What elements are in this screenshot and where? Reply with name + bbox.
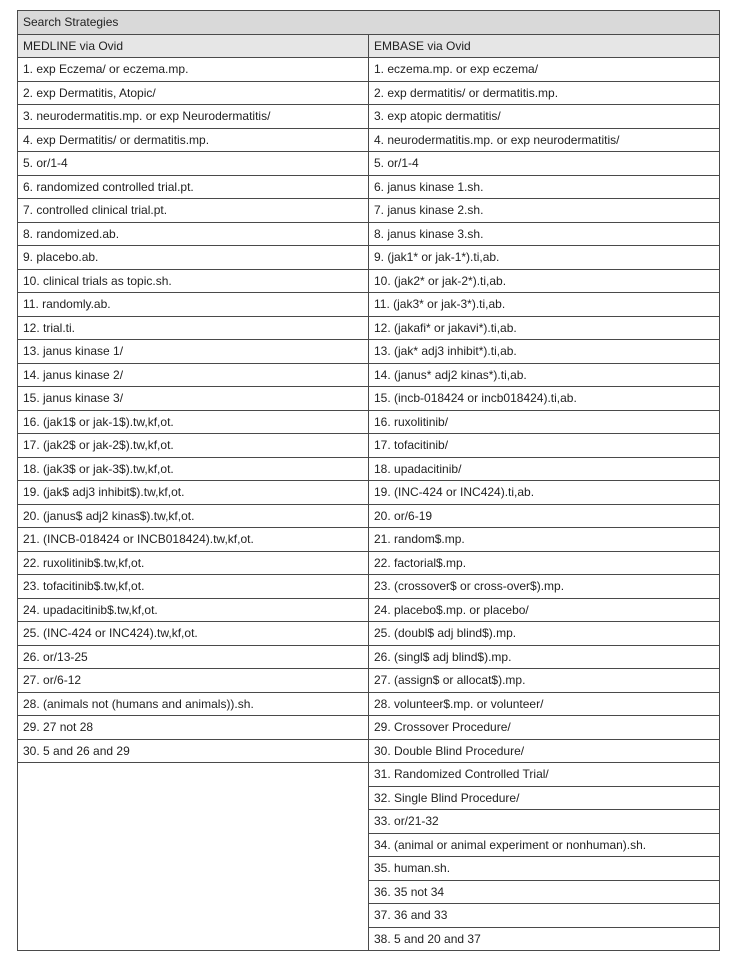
medline-step: 14. janus kinase 2/ [18, 363, 369, 387]
table-row [18, 528, 720, 552]
medline-step: 1. exp Eczema/ or eczema.mp. [18, 58, 369, 82]
medline-step: 29. 27 not 28 [18, 716, 369, 740]
table-row [18, 692, 720, 716]
medline-step: 28. (animals not (humans and animals)).sh. [18, 692, 369, 716]
medline-step: 19. (jak$ adj3 inhibit$).tw,kf,ot. [18, 481, 369, 505]
embase-step: 17. tofacitinib/ [369, 434, 720, 458]
embase-step: 13. (jak* adj3 inhibit*).ti,ab. [369, 340, 720, 364]
table-row [18, 669, 720, 693]
embase-step: 16. ruxolitinib/ [369, 410, 720, 434]
embase-step: 37. 36 and 33 [369, 904, 720, 928]
embase-step: 11. (jak3* or jak-3*).ti,ab. [369, 293, 720, 317]
table-row [18, 58, 720, 82]
embase-step: 6. janus kinase 1.sh. [369, 175, 720, 199]
embase-step: 19. (INC-424 or INC424).ti,ab. [369, 481, 720, 505]
medline-step: 24. upadacitinib$.tw,kf,ot. [18, 598, 369, 622]
embase-step: 22. factorial$.mp. [369, 551, 720, 575]
medline-step: 3. neurodermatitis.mp. or exp Neurodermatitis/ [18, 105, 369, 129]
embase-step: 5. or/1-4 [369, 152, 720, 176]
medline-step: 22. ruxolitinib$.tw,kf,ot. [18, 551, 369, 575]
embase-step: 28. volunteer$.mp. or volunteer/ [369, 692, 720, 716]
table-row [18, 622, 720, 646]
table-row [18, 152, 720, 176]
table-row [18, 504, 720, 528]
medline-step: 5. or/1-4 [18, 152, 369, 176]
embase-step: 3. exp atopic dermatitis/ [369, 105, 720, 129]
embase-step: 30. Double Blind Procedure/ [369, 739, 720, 763]
column-header-embase: EMBASE via Ovid [369, 34, 720, 58]
embase-step: 34. (animal or animal experiment or nonhuman).sh. [369, 833, 720, 857]
medline-step: 27. or/6-12 [18, 669, 369, 693]
medline-step: 13. janus kinase 1/ [18, 340, 369, 364]
table-row [18, 175, 720, 199]
table-title: Search Strategies [18, 11, 720, 35]
table-row [18, 363, 720, 387]
table-title-row [18, 11, 720, 35]
embase-step: 25. (doubl$ adj blind$).mp. [369, 622, 720, 646]
embase-step: 4. neurodermatitis.mp. or exp neurodermatitis/ [369, 128, 720, 152]
embase-step: 14. (janus* adj2 kinas*).ti,ab. [369, 363, 720, 387]
embase-step: 2. exp dermatitis/ or dermatitis.mp. [369, 81, 720, 105]
table-row [18, 222, 720, 246]
medline-step: 8. randomized.ab. [18, 222, 369, 246]
table-body [18, 58, 720, 951]
table-row [18, 340, 720, 364]
medline-step: 6. randomized controlled trial.pt. [18, 175, 369, 199]
embase-step: 10. (jak2* or jak-2*).ti,ab. [369, 269, 720, 293]
embase-step: 7. janus kinase 2.sh. [369, 199, 720, 223]
table-row [18, 551, 720, 575]
embase-step: 29. Crossover Procedure/ [369, 716, 720, 740]
embase-step: 38. 5 and 20 and 37 [369, 927, 720, 951]
embase-step: 15. (incb-018424 or incb018424).ti,ab. [369, 387, 720, 411]
embase-step: 32. Single Blind Procedure/ [369, 786, 720, 810]
medline-step: 16. (jak1$ or jak-1$).tw,kf,ot. [18, 410, 369, 434]
embase-step: 1. eczema.mp. or exp eczema/ [369, 58, 720, 82]
table-row [18, 410, 720, 434]
embase-step: 24. placebo$.mp. or placebo/ [369, 598, 720, 622]
medline-step: 17. (jak2$ or jak-2$).tw,kf,ot. [18, 434, 369, 458]
table-row [18, 316, 720, 340]
medline-step: 4. exp Dermatitis/ or dermatitis.mp. [18, 128, 369, 152]
table-row [18, 645, 720, 669]
table-row [18, 457, 720, 481]
search-strategies-table-container [17, 10, 719, 951]
embase-step: 8. janus kinase 3.sh. [369, 222, 720, 246]
table-row [18, 387, 720, 411]
embase-step: 36. 35 not 34 [369, 880, 720, 904]
embase-step: 12. (jakafi* or jakavi*).ti,ab. [369, 316, 720, 340]
medline-step: 26. or/13-25 [18, 645, 369, 669]
table-row [18, 199, 720, 223]
table-row [18, 481, 720, 505]
medline-step: 21. (INCB-018424 or INCB018424).tw,kf,ot. [18, 528, 369, 552]
medline-step: 25. (INC-424 or INC424).tw,kf,ot. [18, 622, 369, 646]
embase-step: 23. (crossover$ or cross-over$).mp. [369, 575, 720, 599]
medline-empty-cell [18, 763, 369, 951]
medline-step: 11. randomly.ab. [18, 293, 369, 317]
medline-step: 10. clinical trials as topic.sh. [18, 269, 369, 293]
table-row [18, 739, 720, 763]
embase-step: 20. or/6-19 [369, 504, 720, 528]
medline-step: 18. (jak3$ or jak-3$).tw,kf,ot. [18, 457, 369, 481]
table-row [18, 434, 720, 458]
table-row [18, 575, 720, 599]
medline-step: 15. janus kinase 3/ [18, 387, 369, 411]
medline-step: 7. controlled clinical trial.pt. [18, 199, 369, 223]
embase-step: 21. random$.mp. [369, 528, 720, 552]
table-row [18, 716, 720, 740]
table-header-row [18, 34, 720, 58]
column-header-medline: MEDLINE via Ovid [18, 34, 369, 58]
embase-step: 31. Randomized Controlled Trial/ [369, 763, 720, 787]
embase-step: 9. (jak1* or jak-1*).ti,ab. [369, 246, 720, 270]
table-row [18, 293, 720, 317]
table-row [18, 105, 720, 129]
embase-step: 26. (singl$ adj blind$).mp. [369, 645, 720, 669]
embase-step: 33. or/21-32 [369, 810, 720, 834]
medline-step: 2. exp Dermatitis, Atopic/ [18, 81, 369, 105]
table-row [18, 269, 720, 293]
table-row [18, 598, 720, 622]
medline-step: 12. trial.ti. [18, 316, 369, 340]
table-row [18, 81, 720, 105]
medline-step: 30. 5 and 26 and 29 [18, 739, 369, 763]
table-row [18, 246, 720, 270]
embase-step: 35. human.sh. [369, 857, 720, 881]
embase-step: 27. (assign$ or allocat$).mp. [369, 669, 720, 693]
search-strategies-table [17, 10, 720, 951]
medline-step: 9. placebo.ab. [18, 246, 369, 270]
embase-step: 18. upadacitinib/ [369, 457, 720, 481]
medline-step: 20. (janus$ adj2 kinas$).tw,kf,ot. [18, 504, 369, 528]
table-row [18, 763, 720, 787]
medline-step: 23. tofacitinib$.tw,kf,ot. [18, 575, 369, 599]
table-row [18, 128, 720, 152]
